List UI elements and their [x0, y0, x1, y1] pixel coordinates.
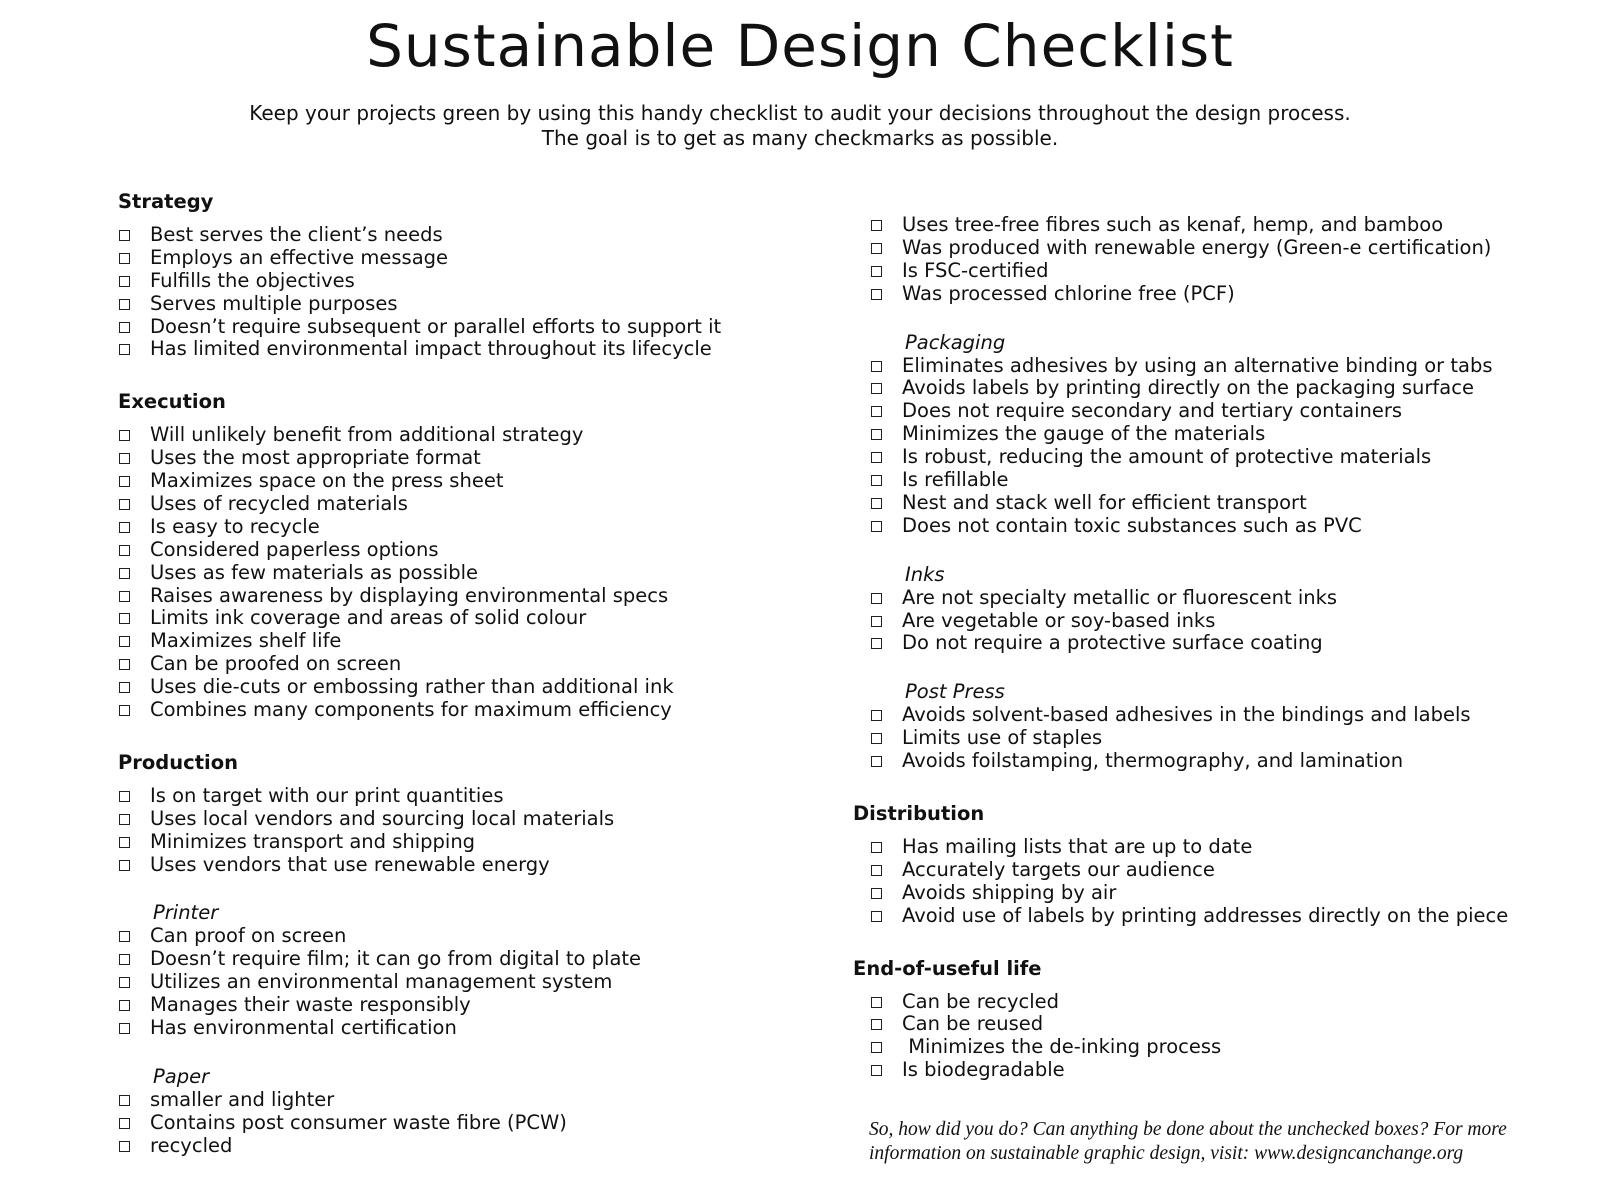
section-strategy: [118, 189, 838, 361]
checklist-item-label: Was produced with renewable energy (Green-e certification): [902, 235, 1492, 259]
checklist-item: [870, 283, 1570, 306]
checklist-item-label: Uses vendors that use renewable energy: [150, 852, 550, 876]
checklist-item-label: Considered paperless options: [150, 537, 439, 561]
checklist-item: [118, 447, 838, 470]
page-title: Sustainable Design Checklist: [366, 12, 1234, 80]
checkbox[interactable]: [119, 954, 130, 965]
checkbox[interactable]: [119, 591, 130, 602]
checklist-item-label: Will unlikely benefit from additional strategy: [150, 423, 584, 447]
checklist-item-label: Avoid use of labels by printing addresses directly on the piece: [902, 903, 1509, 927]
checklist-item: [870, 882, 1570, 905]
checklist-item: [118, 338, 838, 361]
subsection-title: Packaging: [905, 330, 1006, 354]
section-execution: [118, 389, 838, 722]
subsection-paper-continued: [870, 214, 1570, 306]
checklist-item: [870, 377, 1570, 400]
checklist-item: [118, 247, 838, 270]
checkbox[interactable]: [119, 860, 130, 871]
checklist-item: [870, 610, 1570, 633]
checkbox[interactable]: [871, 475, 882, 486]
checklist-item: [118, 785, 838, 808]
checklist-item: [870, 355, 1570, 378]
checklist-item-label: Uses die-cuts or embossing rather than additional ink: [150, 675, 674, 699]
checklist-item: [118, 470, 838, 493]
checkbox[interactable]: [871, 521, 882, 532]
checklist-item: [870, 991, 1570, 1014]
intro-text: [0, 101, 1600, 151]
checklist-item-label: Doesn’t require film; it can go from digital to plate: [150, 947, 642, 971]
checklist-item-label: Avoids foilstamping, thermography, and lamination: [902, 749, 1404, 773]
checklist-item-label: Avoids shipping by air: [902, 880, 1117, 904]
intro-line-1: Keep your projects green by using this handy checklist to audit your decisions throughout the design process.: [249, 101, 1351, 125]
section-title: Production: [118, 750, 238, 774]
checklist-item: [118, 607, 838, 630]
footer-line-1: So, how did you do? Can anything be done about the unchecked boxes? For more: [869, 1119, 1507, 1140]
checklist-item: [870, 727, 1570, 750]
checkbox[interactable]: [119, 522, 130, 533]
section-title: Strategy: [118, 190, 214, 213]
checkbox[interactable]: [871, 1019, 882, 1030]
checkbox[interactable]: [871, 498, 882, 509]
checkbox[interactable]: [119, 322, 130, 333]
checklist-item: [118, 699, 838, 722]
checklist-item: [870, 400, 1570, 423]
checklist-item-label: Can be reused: [902, 1012, 1044, 1036]
checklist: [118, 1089, 838, 1158]
checklist-item: [118, 493, 838, 516]
checkbox[interactable]: [871, 266, 882, 277]
checkbox[interactable]: [119, 230, 130, 241]
checklist-item: [870, 515, 1570, 538]
checklist-item: [118, 808, 838, 831]
checklist: [870, 991, 1570, 1083]
subsection-printer: [118, 901, 838, 1039]
checklist-item-label: Minimizes the de-inking process: [902, 1035, 1222, 1059]
checkbox[interactable]: [119, 977, 130, 988]
checklist-item: [870, 1036, 1570, 1059]
right-column: [853, 213, 1570, 1082]
checklist-item-label: Can be recycled: [902, 989, 1060, 1013]
checklist-item-label: Uses of recycled materials: [150, 492, 408, 516]
checkbox[interactable]: [871, 733, 882, 744]
checkbox[interactable]: [871, 756, 882, 767]
subsection-title: Paper: [153, 1064, 210, 1088]
checklist-item-label: Does not require secondary and tertiary containers: [902, 399, 1403, 423]
checkbox[interactable]: [119, 499, 130, 510]
checklist-item: [118, 1135, 838, 1158]
checklist-item-label: Uses local vendors and sourcing local materials: [150, 806, 615, 830]
checkbox[interactable]: [871, 1065, 882, 1076]
checkbox[interactable]: [871, 383, 882, 394]
checklist-item: [118, 831, 838, 854]
checklist-item: [118, 676, 838, 699]
subsection-packaging: [870, 331, 1570, 538]
checklist-item: [870, 859, 1570, 882]
checklist-item-label: Has environmental certification: [150, 1016, 457, 1040]
checklist-item-label: Limits ink coverage and areas of solid colour: [150, 606, 587, 630]
checkbox[interactable]: [871, 593, 882, 604]
checklist-item-label: Eliminates adhesives by using an alternative binding or tabs: [902, 353, 1493, 377]
checklist-item-label: Minimizes transport and shipping: [150, 829, 476, 853]
checkbox[interactable]: [119, 659, 130, 670]
checkbox[interactable]: [119, 276, 130, 287]
checklist-item-label: Is FSC-certified: [902, 258, 1049, 282]
section-title: Distribution: [853, 802, 985, 826]
checklist-item: [118, 1017, 838, 1040]
checklist-item-label: Is biodegradable: [902, 1058, 1065, 1082]
checklist-item: [870, 704, 1570, 727]
checkbox[interactable]: [871, 710, 882, 721]
checklist-item-label: Are vegetable or soy-based inks: [902, 608, 1216, 632]
checkbox[interactable]: [871, 220, 882, 231]
checklist-item-label: Uses the most appropriate format: [150, 446, 481, 470]
checkbox[interactable]: [871, 842, 882, 853]
checklist: [870, 704, 1570, 773]
checklist-item: [118, 539, 838, 562]
checklist-item-label: Best serves the client’s needs: [150, 223, 443, 246]
checklist-item-label: Limits use of staples: [902, 726, 1103, 750]
checklist-item-label: recycled: [150, 1133, 233, 1157]
checklist-item-label: Maximizes space on the press sheet: [150, 469, 504, 493]
checklist-item-label: Can be proofed on screen: [150, 652, 402, 676]
checkbox[interactable]: [871, 888, 882, 899]
checklist-item: [118, 1089, 838, 1112]
checkbox[interactable]: [119, 837, 130, 848]
checklist-item: [870, 1059, 1570, 1082]
checklist-item: [118, 948, 838, 971]
checklist-item-label: Can proof on screen: [150, 924, 347, 948]
checkbox[interactable]: [119, 344, 130, 355]
checkbox[interactable]: [871, 243, 882, 254]
checkbox[interactable]: [119, 1095, 130, 1106]
checklist-item-label: Is robust, reducing the amount of protective materials: [902, 445, 1432, 469]
subsection-title: Printer: [153, 901, 219, 925]
checklist: [870, 214, 1570, 306]
checklist-item: [118, 1112, 838, 1135]
checklist-item: [118, 854, 838, 877]
subsection-post-press: [870, 680, 1570, 773]
checklist-item: [118, 316, 838, 339]
left-column: [118, 189, 838, 1158]
checklist: [118, 785, 838, 877]
checklist-item-label: Uses tree-free fibres such as kenaf, hemp, and bamboo: [902, 213, 1444, 236]
checklist-item-label: Has mailing lists that are up to date: [902, 835, 1253, 859]
checklist-item: [118, 270, 838, 293]
checkbox[interactable]: [119, 1118, 130, 1129]
checklist-item-label: Contains post consumer waste fibre (PCW): [150, 1110, 567, 1134]
checkbox[interactable]: [871, 997, 882, 1008]
checklist-item-label: Nest and stack well for efficient transport: [902, 490, 1307, 514]
checklist: [118, 224, 838, 361]
checklist-item-label: smaller and lighter: [150, 1087, 335, 1111]
checkbox[interactable]: [119, 682, 130, 693]
checkbox[interactable]: [871, 452, 882, 463]
checkbox[interactable]: [871, 911, 882, 922]
checklist-item-label: Is on target with our print quantities: [150, 783, 504, 807]
checkbox[interactable]: [119, 299, 130, 310]
intro-line-2: The goal is to get as many checkmarks as possible.: [541, 126, 1059, 150]
checklist-item-label: Uses as few materials as possible: [150, 560, 478, 584]
checklist-item: [118, 994, 838, 1017]
checkbox[interactable]: [871, 616, 882, 627]
subsection-paper: [118, 1065, 838, 1158]
checkbox[interactable]: [119, 253, 130, 264]
checklist-item: [870, 587, 1570, 610]
checkbox[interactable]: [119, 636, 130, 647]
checkbox[interactable]: [119, 568, 130, 579]
checkbox[interactable]: [119, 705, 130, 716]
checklist-item-label: Minimizes the gauge of the materials: [902, 422, 1266, 446]
checklist: [870, 355, 1570, 538]
checklist-item-label: Combines many components for maximum efficiency: [150, 698, 672, 722]
checklist-item: [870, 750, 1570, 773]
checkbox[interactable]: [871, 406, 882, 417]
checkbox[interactable]: [871, 429, 882, 440]
checkbox[interactable]: [119, 476, 130, 487]
checklist-item-label: Is easy to recycle: [150, 514, 320, 538]
checklist-item-label: Avoids solvent-based adhesives in the bindings and labels: [902, 703, 1471, 727]
checklist-item-label: Employs an effective message: [150, 245, 449, 269]
checklist-item: [118, 630, 838, 653]
checklist: [118, 925, 838, 1039]
checklist-item: [870, 446, 1570, 469]
checklist-item: [870, 905, 1570, 928]
checklist-item: [870, 237, 1570, 260]
checklist-item: [870, 469, 1570, 492]
checkbox[interactable]: [119, 613, 130, 624]
checkbox[interactable]: [119, 430, 130, 441]
checkbox[interactable]: [119, 814, 130, 825]
checklist-item-label: Avoids labels by printing directly on the packaging surface: [902, 376, 1474, 400]
checklist-item: [118, 562, 838, 585]
checklist-item-label: Serves multiple purposes: [150, 291, 398, 315]
checklist-item-label: Utilizes an environmental management system: [150, 970, 613, 994]
section-production: [118, 750, 838, 877]
checklist-item-label: Was processed chlorine free (PCF): [902, 281, 1235, 305]
checklist-item: [118, 585, 838, 608]
checkbox[interactable]: [119, 1000, 130, 1011]
checklist-item-label: Is refillable: [902, 468, 1009, 492]
checklist-item: [870, 492, 1570, 515]
checklist-item: [870, 632, 1570, 655]
subsection-title: Post Press: [905, 680, 1005, 704]
checkbox[interactable]: [871, 1042, 882, 1053]
checklist-item: [870, 1013, 1570, 1036]
checklist: [870, 587, 1570, 656]
checklist: [870, 836, 1570, 928]
section-end-of-life: [853, 956, 1570, 1083]
checkbox[interactable]: [119, 1141, 130, 1152]
checklist-item-label: Doesn’t require subsequent or parallel efforts to support it: [150, 314, 722, 338]
section-distribution: [853, 801, 1570, 928]
checklist-item: [118, 424, 838, 447]
checkbox[interactable]: [871, 289, 882, 300]
checkbox[interactable]: [119, 453, 130, 464]
checklist-item-label: Do not require a protective surface coating: [902, 631, 1323, 655]
checklist-item: [118, 925, 838, 948]
checklist-item: [870, 836, 1570, 859]
checklist-item: [118, 971, 838, 994]
checklist-item: [118, 516, 838, 539]
checklist-item: [870, 260, 1570, 283]
footer-line-2: information on sustainable graphic design, visit: www.designcanchange.org: [869, 1143, 1464, 1164]
checklist-item-label: Accurately targets our audience: [902, 857, 1215, 881]
checklist-item-label: Fulfills the objectives: [150, 268, 355, 292]
checklist-item-label: Are not specialty metallic or fluorescent inks: [902, 585, 1338, 609]
checkbox[interactable]: [119, 931, 130, 942]
checklist-item: [870, 423, 1570, 446]
checklist-item-label: Does not contain toxic substances such as PVC: [902, 513, 1362, 537]
checklist-item: [118, 293, 838, 316]
checkbox[interactable]: [871, 361, 882, 372]
checkbox[interactable]: [119, 1023, 130, 1034]
checklist-item-label: Raises awareness by displaying environmental specs: [150, 583, 669, 607]
checklist-item: [870, 214, 1570, 237]
checklist-item-label: Maximizes shelf life: [150, 629, 342, 653]
checklist-item: [118, 653, 838, 676]
footer-note: [869, 1118, 1569, 1166]
subsection-title: Inks: [905, 562, 945, 586]
section-title: Execution: [118, 390, 226, 414]
section-title: End-of-useful life: [853, 956, 1042, 980]
checklist-item: [118, 224, 838, 247]
checkbox[interactable]: [119, 791, 130, 802]
checkbox[interactable]: [871, 638, 882, 649]
checklist-item-label: Manages their waste responsibly: [150, 993, 471, 1017]
checkbox[interactable]: [119, 545, 130, 556]
subsection-inks: [870, 563, 1570, 656]
checklist: [118, 424, 838, 722]
checklist-item-label: Has limited environmental impact throughout its lifecycle: [150, 337, 712, 361]
checkbox[interactable]: [871, 865, 882, 876]
